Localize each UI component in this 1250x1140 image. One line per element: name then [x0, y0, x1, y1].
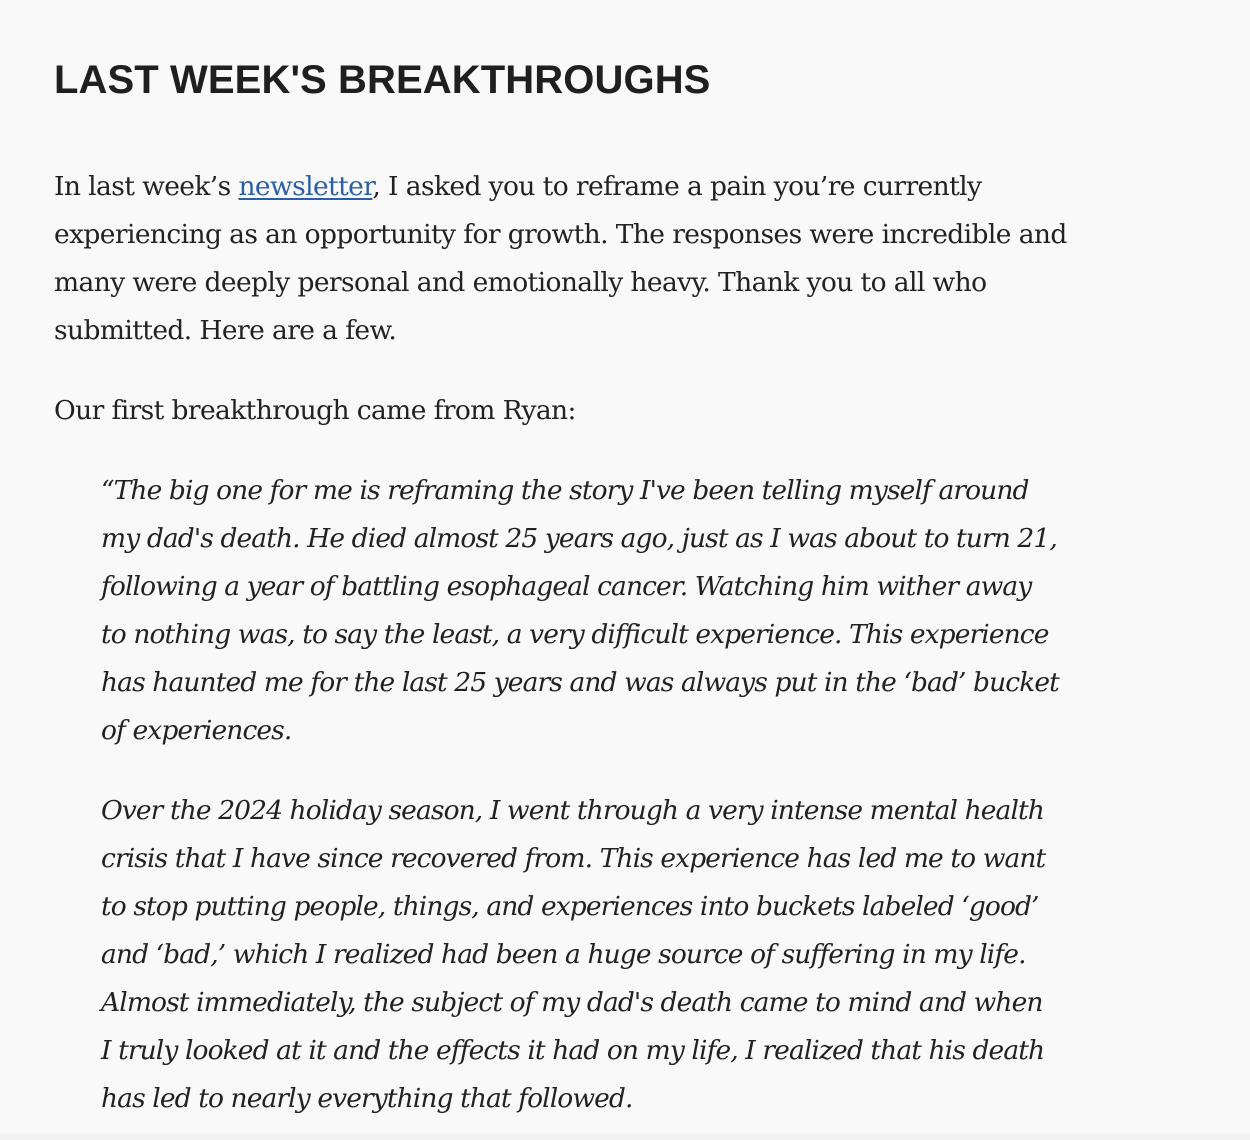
quote-line: has led to nearly everything that followed. [101, 1083, 633, 1114]
quote-line: to stop putting people, things, and experiences into buckets labeled ‘good’ [101, 891, 1039, 922]
quote-line: and ‘bad,’ which I realized had been a huge source of suffering in my life. [101, 939, 1026, 970]
quote-line: I truly looked at it and the effects it had on my life, I realized that his death [101, 1035, 1045, 1066]
intro-line-2: experiencing as an opportunity for growth. The responses were incredible and [54, 219, 1067, 250]
intro-text-after-link: , I asked you to reframe a pain you’re currently [372, 171, 982, 202]
bottom-divider [0, 1134, 1250, 1140]
quote-line: has haunted me for the last 25 years and was always put in the ‘bad’ bucket [101, 667, 1059, 698]
quote-line: to nothing was, to say the least, a very difficult experience. This experience [101, 619, 1049, 650]
lead-paragraph: Our first breakthrough came from Ryan: [54, 395, 576, 426]
ryan-quote-paragraph-1 [54, 467, 1250, 755]
section-heading: LAST WEEK'S BREAKTHROUGHS [54, 58, 711, 102]
quote-line: crisis that I have since recovered from. This experience has led me to want [101, 843, 1046, 874]
quote-line: Over the 2024 holiday season, I went through a very intense mental health [101, 795, 1044, 826]
quote-line: “The big one for me is reframing the story I've been telling myself around [101, 475, 1029, 506]
ryan-quote-paragraph-2 [54, 787, 1250, 1123]
intro-line-1 [54, 163, 1184, 211]
quote-line: of experiences. [101, 715, 292, 746]
intro-line-4: submitted. Here are a few. [54, 315, 397, 346]
quote-line: my dad's death. He died almost 25 years ago, just as I was about to turn 21, [101, 523, 1057, 554]
intro-line-3: many were deeply personal and emotionally heavy. Thank you to all who [54, 267, 987, 298]
newsletter-link[interactable]: newsletter [238, 171, 373, 202]
intro-text-before-link: In last week’s [54, 171, 239, 202]
quote-line: following a year of battling esophageal cancer. Watching him wither away [101, 571, 1032, 602]
quote-line: Almost immediately, the subject of my dad's death came to mind and when [101, 987, 1043, 1018]
intro-paragraph [54, 163, 1184, 355]
